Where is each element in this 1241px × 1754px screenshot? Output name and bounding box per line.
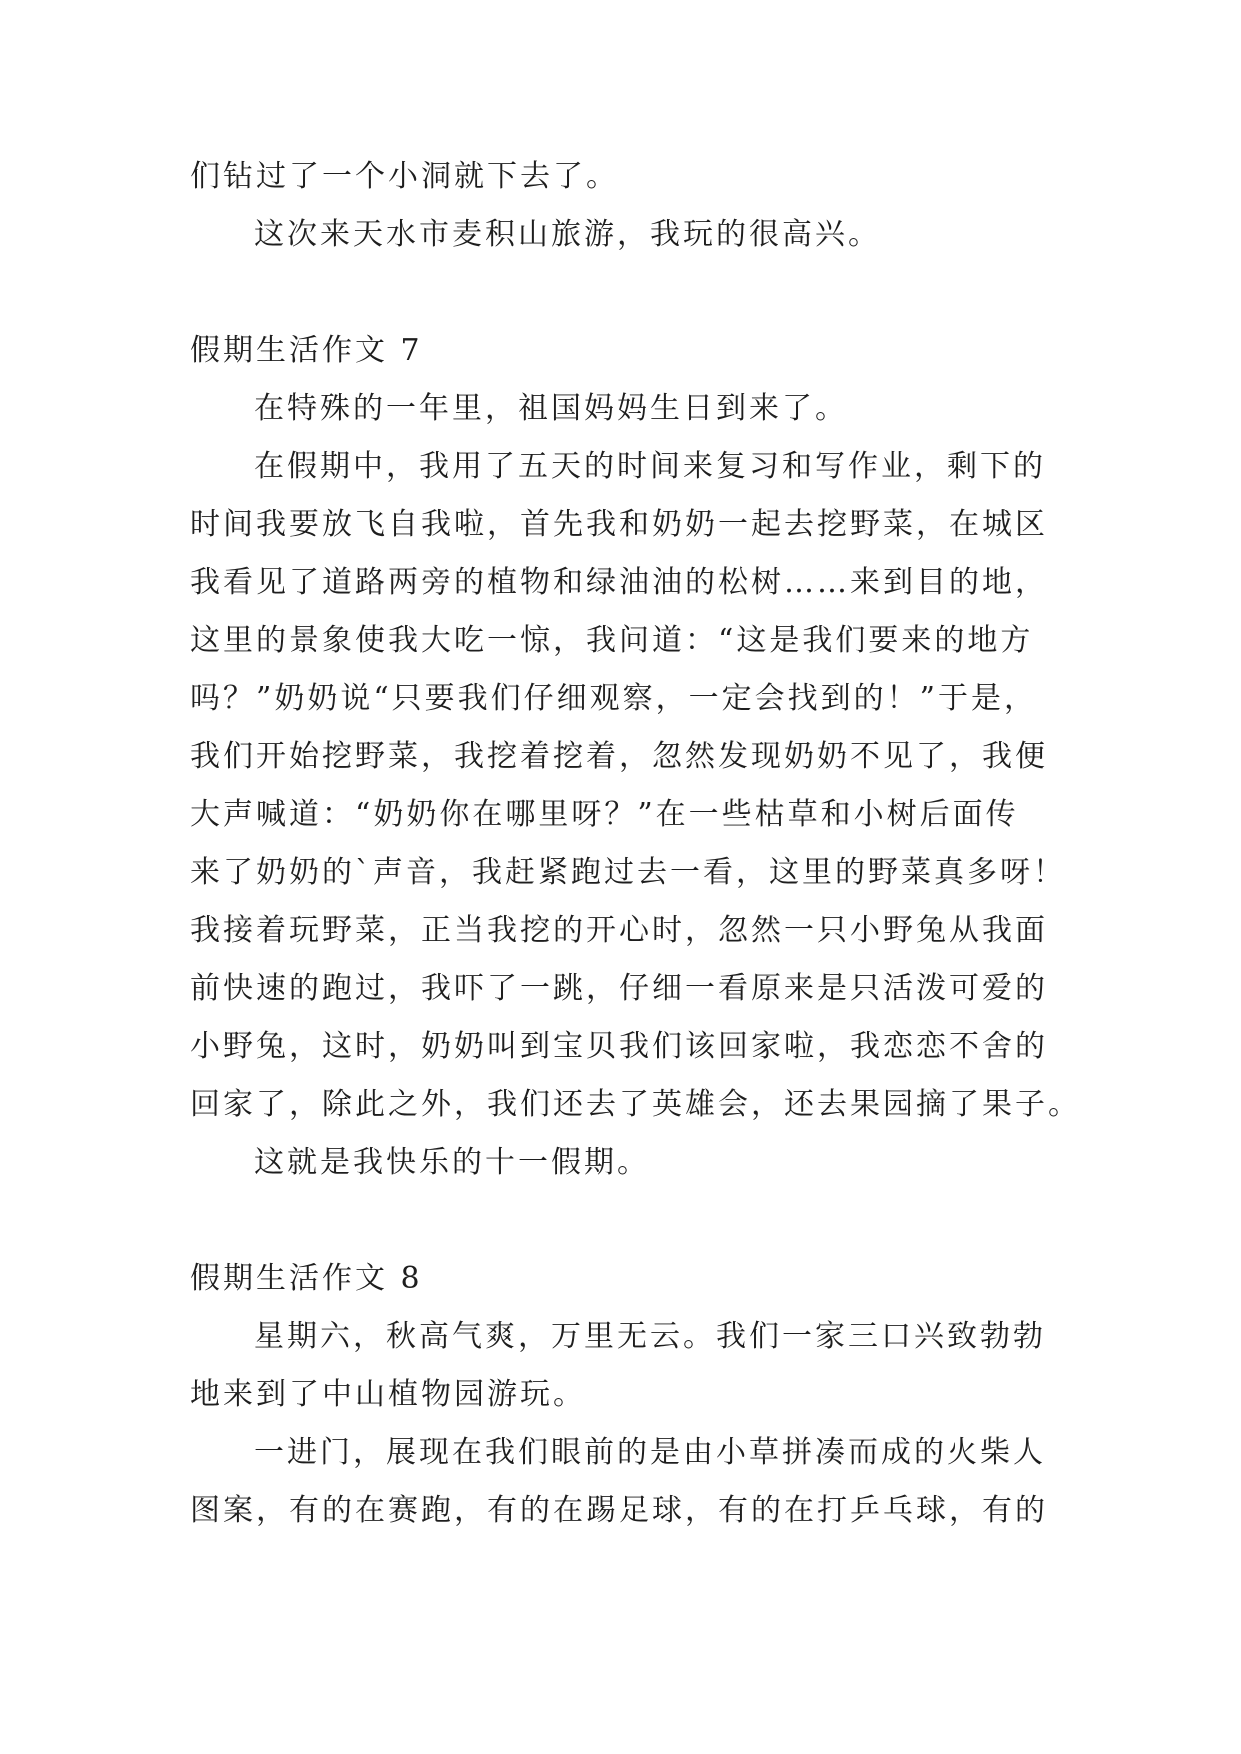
text-line: 们钻过了一个小洞就下去了。 [190,159,619,194]
text-line: 在假期中，我用了五天的时间来复习和写作业，剩下的 [254,449,1046,484]
text-line: 图案，有的在赛跑，有的在踢足球，有的在打乒乓球，有的 [190,1493,1048,1528]
text-line: 时间我要放飞自我啦，首先我和奶奶一起去挖野菜，在城区 [190,507,1048,542]
section-heading: 假期生活作文 8 [190,1261,423,1296]
text-line: 我看见了道路两旁的植物和绿油油的松树……来到目的地， [190,565,1048,600]
document-body [190,148,1081,1540]
text-line: 这里的景象使我大吃一惊，我问道：“这是我们要来的地方 [190,623,1034,658]
text-line: 吗？”奶奶说“只要我们仔细观察，一定会找到的！”于是， [190,681,1038,716]
text-line: 地来到了中山植物园游玩。 [190,1377,586,1412]
text-line: 前快速的跑过，我吓了一跳，仔细一看原来是只活泼可爱的 [190,971,1048,1006]
text-line: 星期六，秋高气爽，万里无云。我们一家三口兴致勃勃 [254,1319,1046,1354]
text-line: 回家了，除此之外，我们还去了英雄会，还去果园摘了果子。 [190,1087,1081,1122]
paragraph-gap [190,264,1052,322]
text-line: 在特殊的一年里，祖国妈妈生日到来了。 [254,391,848,426]
text-line: 这次来天水市麦积山旅游，我玩的很高兴。 [254,217,881,252]
text-line: 我们开始挖野菜，我挖着挖着，忽然发现奶奶不见了，我便 [190,739,1048,774]
text-line: 大声喊道：“奶奶你在哪里呀？”在一些枯草和小树后面传 [190,797,1019,832]
paragraph-gap [190,1192,1052,1250]
text-line: 一进门，展现在我们眼前的是由小草拼凑而成的火柴人 [254,1435,1046,1470]
section-heading: 假期生活作文 7 [190,333,423,368]
text-line: 来了奶奶的`声音，我赶紧跑过去一看，这里的野菜真多呀！ [190,855,1066,890]
text-line: 我接着玩野菜，正当我挖的开心时，忽然一只小野兔从我面 [190,913,1048,948]
text-line: 这就是我快乐的十一假期。 [254,1145,650,1180]
text-line: 小野兔，这时，奶奶叫到宝贝我们该回家啦，我恋恋不舍的 [190,1029,1048,1064]
